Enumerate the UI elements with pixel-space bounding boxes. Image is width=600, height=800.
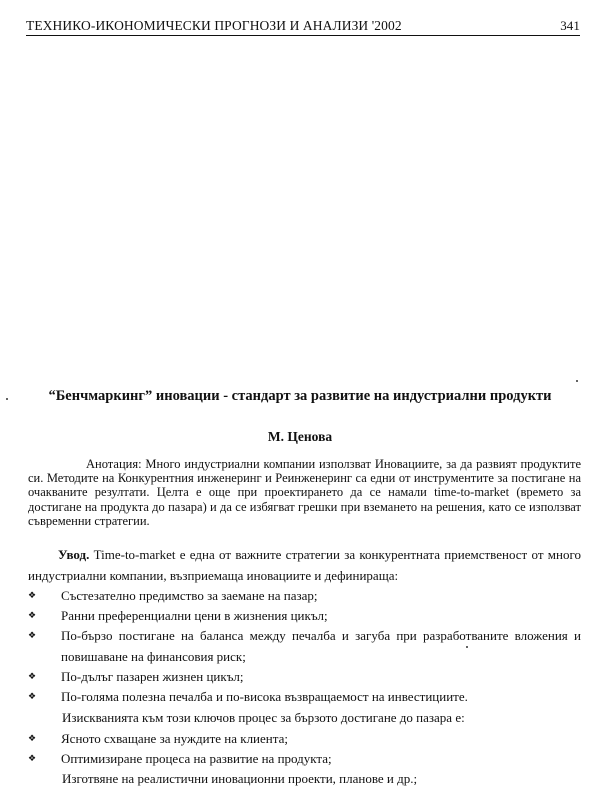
list-item: ❖ Ясното схващане за нуждите на клиента;	[28, 728, 581, 749]
intro-paragraph	[28, 544, 581, 586]
list-item: ❖ По-дълъг пазарен жизнен цикъл;	[28, 666, 581, 687]
bullet-icon: ❖	[28, 671, 37, 681]
bullet-icon: ❖	[28, 753, 37, 763]
bullet-icon: ❖	[28, 590, 37, 600]
list-item: ❖ Оптимизиране процеса на развитие на продукта;	[28, 748, 581, 769]
article-author: М. Ценова	[267, 429, 333, 444]
requirements-intro: Изискванията към този ключов процес за бързото достигане до пазара е:	[62, 710, 465, 725]
bullet-icon: ❖	[28, 733, 37, 743]
bullet-icon: ❖	[28, 691, 37, 701]
last-line: Изготвяне на реалистични иновационни проекти, планове и др.;	[62, 771, 418, 786]
scan-speck	[6, 398, 8, 400]
abstract-paragraph: Анотация: Много индустриални компании използват Иновациите, за да развият продуктите си. Методите на Конкурентния инженеринг и Реинженеринг са едни от инструментите за постигане на очакваните резултати. Целта е още при проектирането да се намали time-to-market (времето за достигане на продукта до пазара) и да се избягват грешки при вземането на решения, като се използват съвременни стратегии.	[28, 457, 581, 528]
bullet-icon: ❖	[28, 610, 37, 620]
list-item: ❖ Състезателно предимство за заемане на пазар;	[28, 585, 581, 606]
intro-text: Time-to-market е една от важните стратегии за конкурентната приемственост от много индустриални компании, възприемаща иновациите и дефинираща:	[28, 547, 581, 583]
page-number: 341	[560, 18, 580, 33]
scan-speck	[466, 646, 468, 648]
list-item: ❖ Ранни преференциални цени в жизнения цикъл;	[28, 605, 581, 626]
list-item: ❖ По-бързо постигане на баланса между печалба и загуба при разработваните вложения и повишаване на финансовия риск;	[28, 625, 581, 667]
article-title: “Бенчмаркинг” иновации - стандарт за развитие на индустриални продукти	[48, 388, 552, 404]
scan-speck	[576, 380, 578, 382]
journal-title: ТЕХНИКО-ИКОНОМИЧЕСКИ ПРОГНОЗИ И АНАЛИЗИ '2002	[26, 18, 402, 33]
running-header	[26, 18, 580, 36]
bullet-icon: ❖	[28, 630, 37, 640]
list-item: ❖ По-голяма полезна печалба и по-висока възвращаемост на инвестициите.	[28, 686, 581, 707]
intro-lead: Увод.	[58, 547, 90, 562]
